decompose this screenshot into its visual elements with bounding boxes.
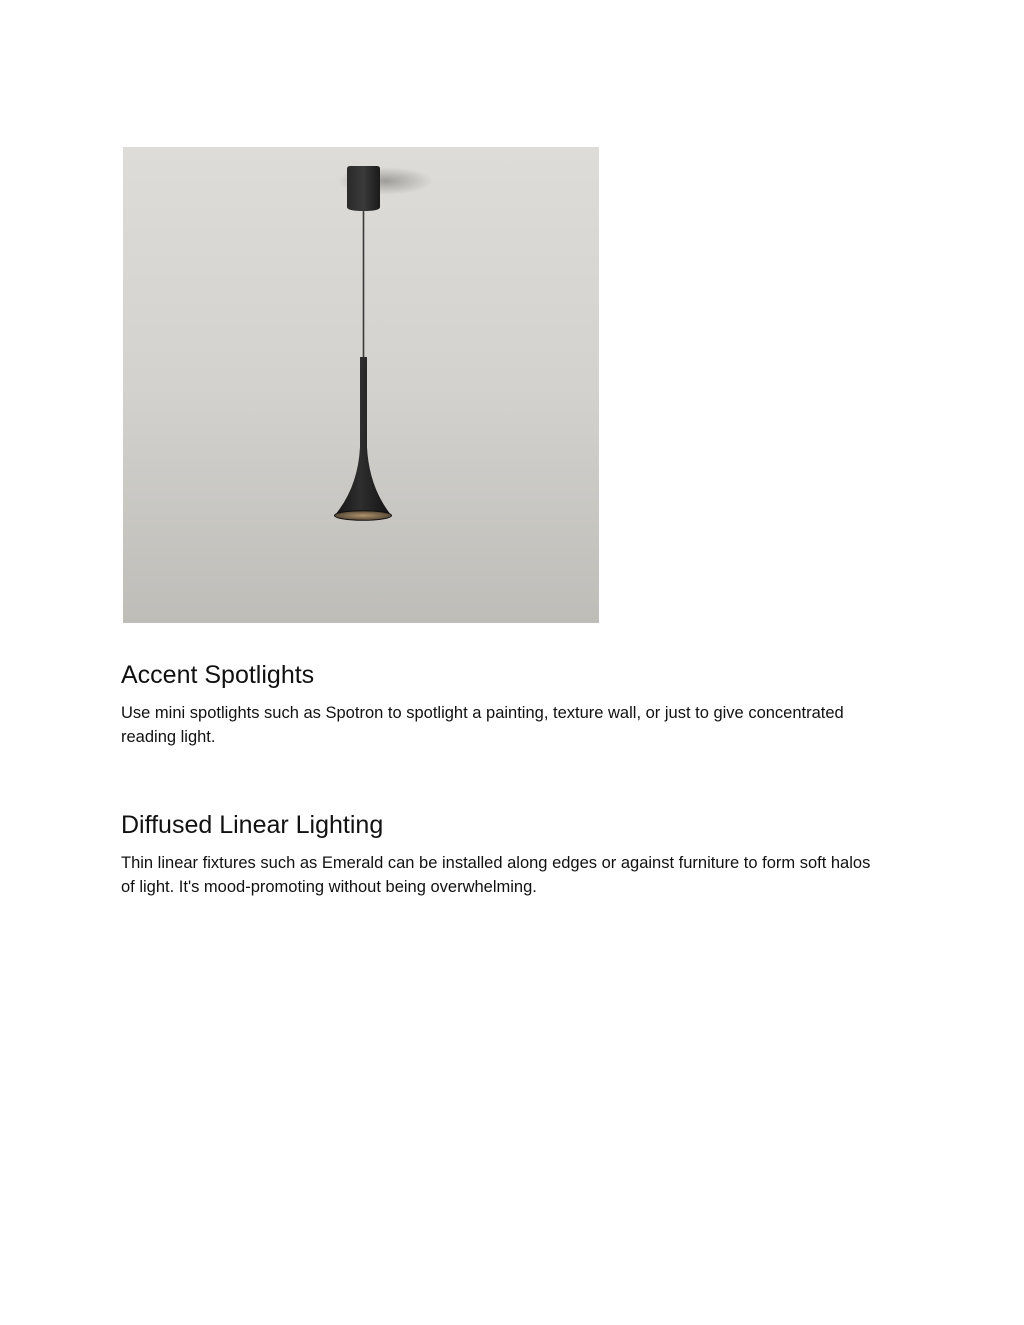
section-body: Thin linear fixtures such as Emerald can be installed along edges or against furniture to form soft halos of light. It's mood-promoting without being overwhelming.: [121, 854, 871, 896]
product-image: [123, 147, 599, 623]
section-body: Use mini spotlights such as Spotron to spotlight a painting, texture wall, or just to give concentrated reading light.: [121, 704, 844, 746]
lamp-canopy: [347, 166, 380, 211]
section-heading: Diffused Linear Lighting: [121, 811, 384, 839]
section-diffused-linear-lighting: [121, 809, 881, 899]
section-accent-spotlights: [121, 659, 881, 749]
pendant-lamp-icon: [123, 147, 599, 623]
section-heading: Accent Spotlights: [121, 661, 315, 689]
